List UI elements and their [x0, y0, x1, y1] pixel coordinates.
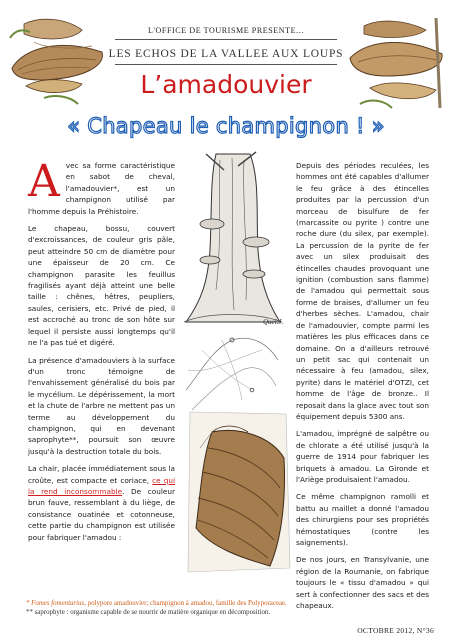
footnote-1-text: , polypore amadouvier; champignon à amadou, famille des Polyporaceae.	[84, 600, 287, 607]
paragraph-fire: Depuis des périodes reculées, les hommes ont été capables d'allumer le feu grâce à des étincelles produites par la percussion d'un morceau de bisulfure de fer (marcassite ou pyrite ) contre une roche dure (du silex, par exemple). La percussion de la pyrite de fer avec un silex produisait des étincelles chaudes provoquant une ignition (combustion sans flamme) de l'amadou qui permettait sous forme de braises, d'allumer un feu d'herbes sèches. L'amadou, chair de l'amadouvier, compte parmi les matières les plus efficaces dans ce domaine. On a d'ailleurs retrouvé un petit sac qui contenait un nécessaire à feu (amadou, silex, pyrite) dans le matériel d'OTZI, cet homme de l'âge de bronze.. Il reposait dans la glace avec tout son équipement depuis 5300 ans.	[296, 161, 429, 421]
fungus-illustration-left	[4, 8, 114, 116]
illustrator-signature: Quel.J.	[263, 318, 284, 326]
header-kicker: L'OFFICE DE TOURISME PRESENTE...	[148, 26, 304, 35]
page-title: L’amadouvier	[140, 70, 312, 99]
paragraph-chirurgiens: Ce même champignon ramolli et battu au maillet a donné l'amadou des chirurgiens pour ses propriétés hémostatiques (contre les saignements).	[296, 492, 429, 547]
paragraph-chapeau: Le chapeau, bossu, couvert d'excroissances, de couleur gris pâle, peut atteindre 50 cm de diamètre pour une épaisseur de 20 cm. Ce champignon parasite les feuillus fragilisés ayant déjà atteint une belle taille : chênes, hêtres, peupliers, saules, cerisiers, etc. Privé de pied, il est accroché au tronc de son hôte sur lequel il persiste aussi longtemps qu'il ne l'a pas tué et digéré.	[28, 224, 175, 348]
paragraph-transylvanie: De nos jours, en Transylvanie, une région de la Roumanie, on fabrique toujours le « tissu d'amadou » qui sert à confectionner des sacs et des chapeaux.	[296, 555, 429, 611]
paragraph-mycelium: La présence d'amadouviers à la surface d'un tronc témoigne de l'envahissement généralisé du bois par le mycélium. Le dépérissement, la mort et la chute de l'arbre ne mettent pas un terme au développement du champignon, qui en devenant saprophyte**, poursuit son œuvre jusqu'à la destruction totale du bois.	[28, 355, 175, 456]
paragraph-intro: vec sa forme caractéristique en sabot de cheval, l'amadouvier*, est un champignon utilisé par l'homme depuis la Préhistoire.	[28, 161, 175, 216]
issue-number: OCTOBRE 2012, N°36	[357, 626, 434, 635]
article-left-column	[28, 156, 176, 549]
chair-text-b: . De couleur brun fauve, ressemblant à du liège, de consistance ouatinée et cotonneuse, cette partie du champignon est utilisée pour fabriquer l'amadou :	[28, 486, 176, 542]
footnote-2: ** saprophyte : organisme capable de se nourrir de matière organique en décomposition.	[26, 609, 271, 616]
article-right-column	[296, 160, 429, 617]
article-intro	[28, 156, 175, 217]
dropcap: A	[28, 156, 60, 207]
header-divider-top	[115, 39, 337, 40]
chair-text-a: La chair, placée immédiatement sous la croûte, est compacte et coriace,	[28, 464, 175, 485]
fungus-illustration-right	[340, 8, 450, 118]
chair-text-highlight: ce qui la rend inconsommable	[28, 475, 175, 496]
paragraph-chair	[28, 463, 175, 543]
footnote-1-term: * Fomes fomentarius	[26, 600, 85, 607]
header-divider-bottom	[115, 64, 337, 65]
footnotes	[26, 599, 426, 617]
tree-trunk-illustration	[176, 150, 288, 330]
footnote-1	[26, 599, 426, 608]
page-headline: « Chapeau le champignon ! »	[67, 114, 385, 138]
header-subtitle: LES ECHOS DE LA VALLEE AUX LOUPS	[108, 48, 344, 60]
paragraph-briquets: L'amadou, imprégné de salpêtre ou de chlorate a été utilisé jusqu'à la guerre de 1914 pour fabriquer les briquets à amadou. La Gironde et l'Ariège produisaient l'amadou.	[296, 429, 429, 484]
fungus-bracket-illustration	[182, 408, 294, 576]
